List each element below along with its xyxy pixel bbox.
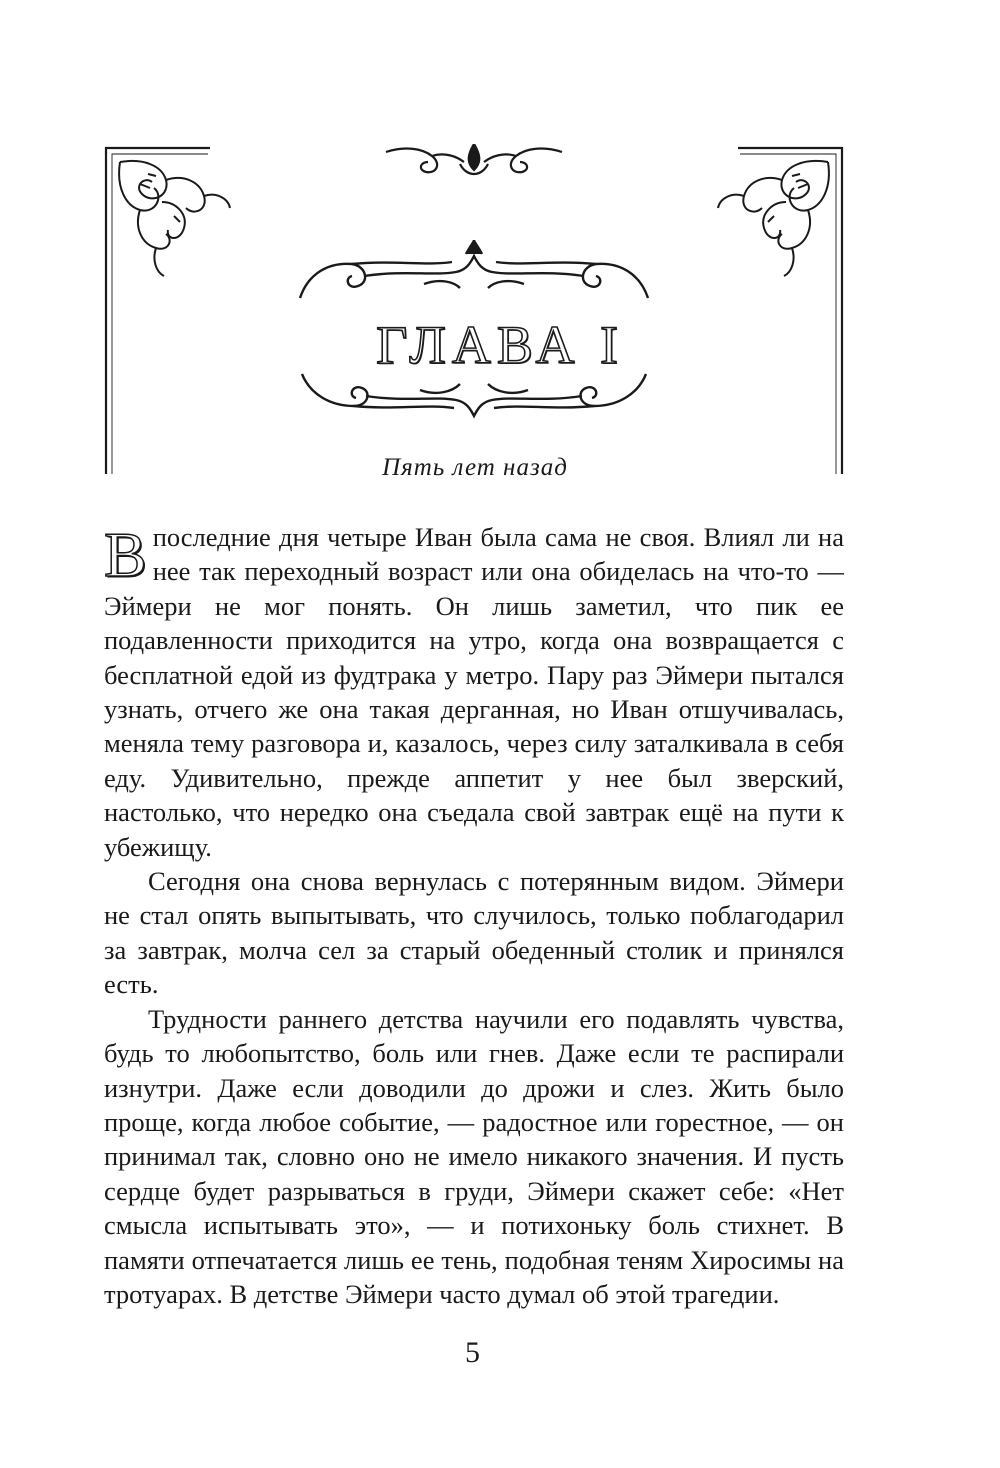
- top-center-ornament: [386, 144, 562, 174]
- corner-ornament-left: [119, 161, 230, 276]
- corner-ornament-right: [718, 161, 829, 276]
- drop-cap: В: [104, 519, 147, 590]
- paragraph-2: Сегодня она снова вернулась с потерянным видом. Эймери не стал опять выпытывать, что случилось, только поблагодарил за завтрак, молча сел за старый обеденный столик и принялся есть.: [104, 866, 844, 1000]
- paragraph-1: [104, 520, 844, 864]
- paragraph-1-text: последние дня четыре Иван была сама не своя. Влиял ли на нее так переходный возраст или она обиделась на что-то — Эймери не мог понять. Он лишь заметил, что пик ее подавленности приходится на утро, когда она возвращается с бесплатной едой из фудтрака у метро. Пару раз Эймери пытался узнать, отчего же она такая дерганная, но Иван отшучивалась, меняла тему разговора и, казалось, через силу заталкивала в себя еду. Удивительно, прежде аппетит у нее был зверский, настолько, что нередко она съедала свой завтрак ещё на пути к убежищу.: [104, 522, 844, 862]
- chapter-title: [0, 315, 1000, 375]
- ornamental-frame: [104, 144, 844, 474]
- lower-title-flourish: [302, 374, 646, 416]
- chapter-subtitle: Пять лет назад: [382, 454, 568, 481]
- page-number: 5: [465, 1336, 480, 1369]
- chapter-body: [104, 520, 844, 1311]
- chapter-title-text: ГЛАВА I: [376, 315, 624, 375]
- upper-title-flourish: [300, 240, 648, 298]
- paragraph-3: Трудности раннего детства научили его подавлять чувства, будь то любопытство, боль или гнев. Даже если те распирали изнутри. Даже если доводили до дрожи и слез. Жить было проще, когда любое событие, — радостное или горестное, — он принимал так, словно оно не имело никакого значения. И пусть сердце будет разрываться в груди, Эймери скажет себе: «Нет смысла испытывать это», — и потихоньку боль стихнет. В памяти отпечатается лишь ее тень, подобная теням Хиросимы на тротуарах. В детстве Эймери часто думал об этой трагедии.: [104, 1003, 844, 1309]
